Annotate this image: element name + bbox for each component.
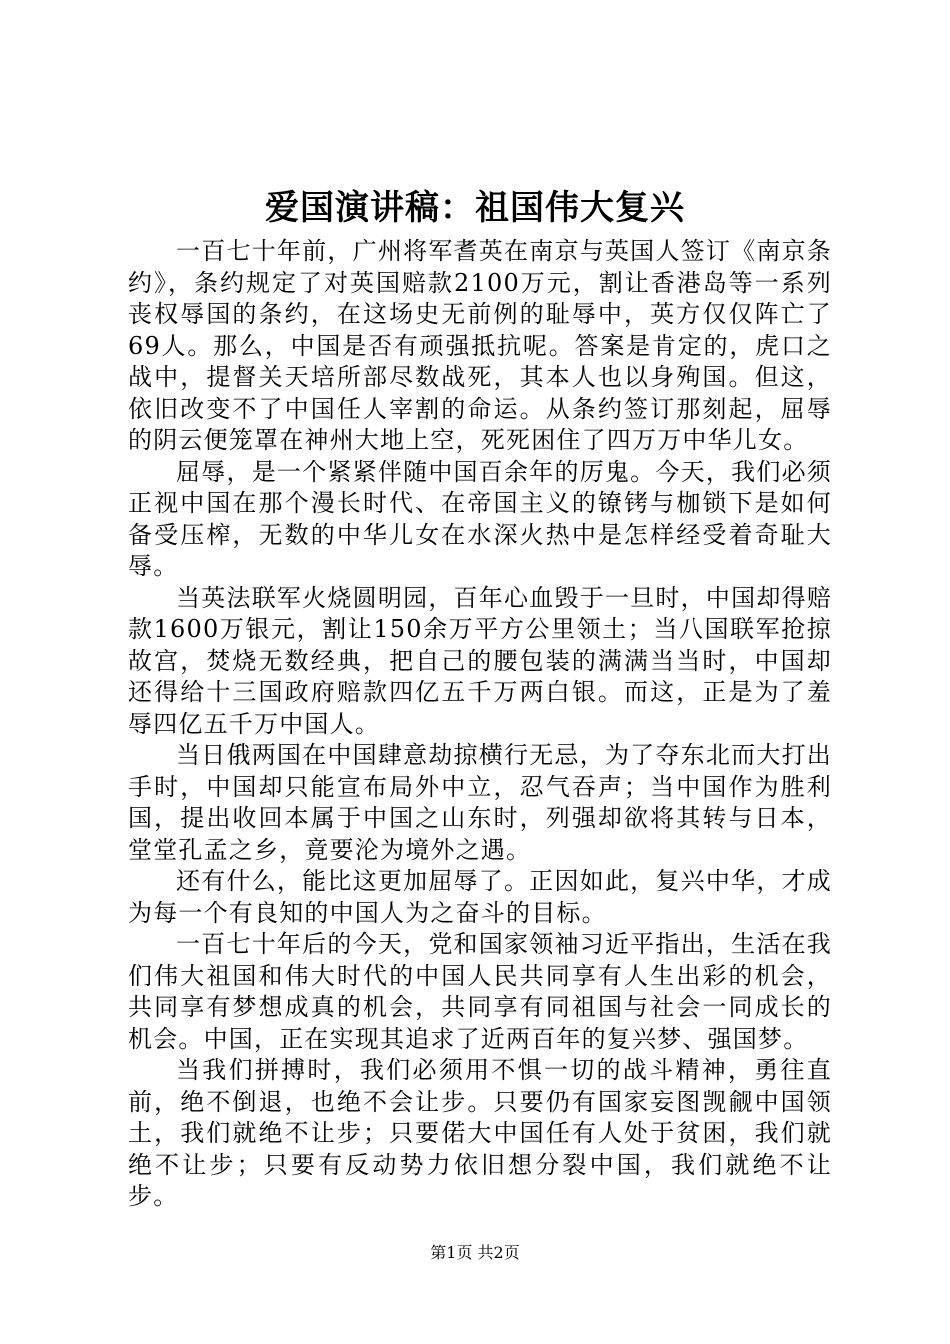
paragraph: 一百七十年前，广州将军耆英在南京与英国人签订《南京条约》，条约规定了对英国赔款2100万元，割让香港岛等一系列丧权辱国的条约，在这场史无前例的耻辱中，英方仅仅阵亡了69人。那么，中国是否有顽强抵抗呢。答案是肯定的，虎口之战中，提督关天培所部尽数战死，其本人也以身殉国。但这，依旧改变不了中国任人宰割的命运。从条约签订那刻起，屈辱的阴云便笼罩在神州大地上空，死死困住了四万万中华儿女。	[128, 237, 832, 454]
paragraph: 当我们拼搏时，我们必须用不惧一切的战斗精神，勇往直前，绝不倒退，也绝不会让步。只要仍有国家妄图觊觎中国领土，我们就绝不让步；只要偌大中国任有人处于贫困，我们就绝不让步；只要有反动势力依旧想分裂中国，我们就绝不让步。	[128, 1056, 832, 1210]
paragraph: 当英法联军火烧圆明园，百年心血毁于一旦时，中国却得赔款1600万银元，割让150余万平方公里领土；当八国联军抢掠故宫，焚烧无数经典，把自己的腰包装的满满当当时，中国却还得给十三国政府赔款四亿五千万两白银。而这，正是为了羞辱四亿五千万中国人。	[128, 583, 832, 738]
paragraph: 屈辱，是一个紧紧伴随中国百余年的厉鬼。今天，我们必须正视中国在那个漫长时代、在帝国主义的镣铐与枷锁下是如何备受压榨，无数的中华儿女在水深火热中是怎样经受着奇耻大辱。	[128, 457, 832, 580]
paragraph: 一百七十年后的今天，党和国家领袖习近平指出，生活在我们伟大祖国和伟大时代的中国人民共同享有人生出彩的机会，共同享有梦想成真的机会，共同享有同祖国与社会一同成长的机会。中国，正在实现其追求了近两百年的复兴梦、强国梦。	[128, 930, 832, 1053]
document-body	[128, 236, 832, 1213]
document-title: 爱国演讲稿：祖国伟大复兴	[265, 188, 685, 228]
page-number-footer: 第1页 共2页	[430, 1243, 520, 1262]
paragraph: 还有什么，能比这更加屈辱了。正因如此，复兴中华，才成为每一个有良知的中国人为之奋斗的目标。	[128, 867, 832, 927]
paragraph: 当日俄两国在中国肆意劫掠横行无忌，为了夺东北而大打出手时，中国却只能宣布局外中立，忍气吞声；当中国作为胜利国，提出收回本属于中国之山东时，列强却欲将其转与日本，堂堂孔孟之乡，竟要沦为境外之遇。	[128, 741, 832, 864]
